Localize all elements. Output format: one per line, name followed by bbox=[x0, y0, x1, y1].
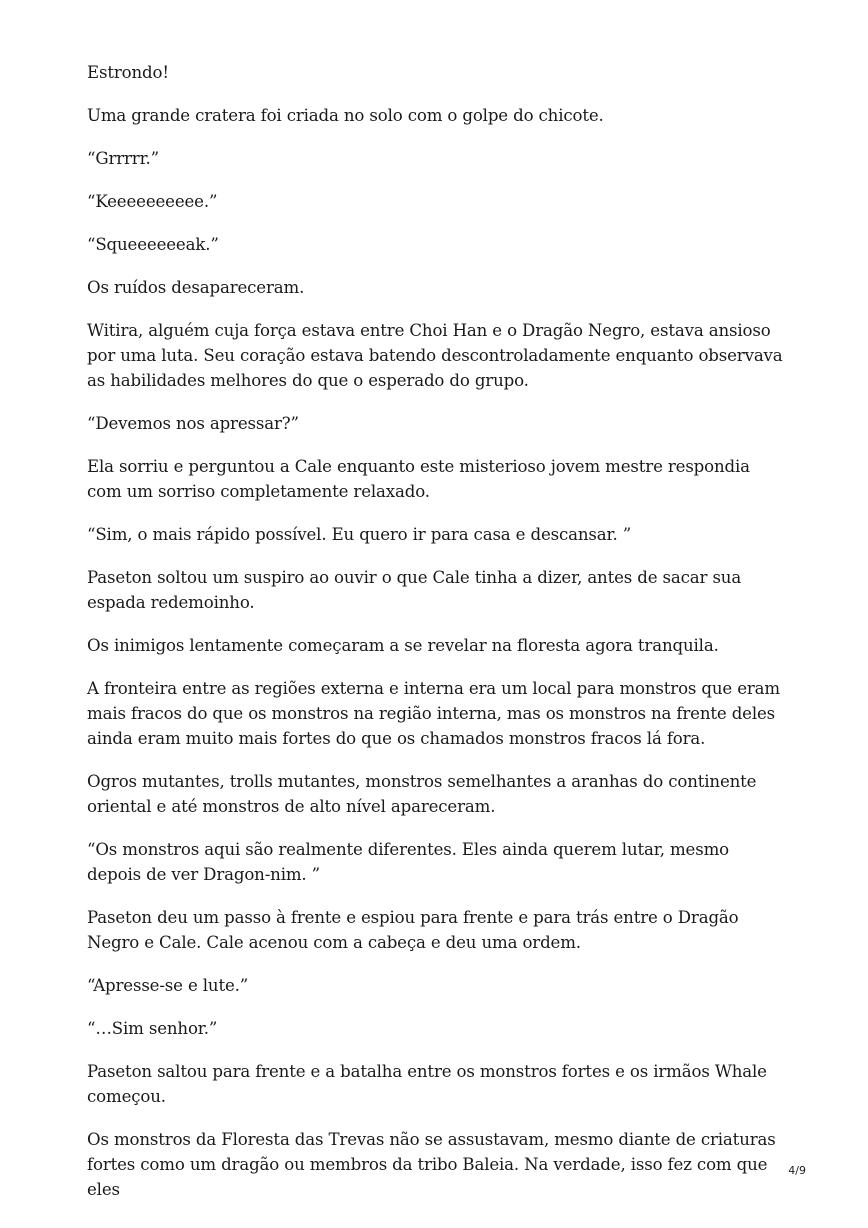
paragraph: Os ruídos desapareceram. bbox=[87, 278, 305, 297]
paragraph: Ela sorriu e perguntou a Cale enquanto este misterioso jovem mestre respondia com um sorriso completamente relaxado. bbox=[87, 457, 750, 501]
paragraph: Witira, alguém cuja força estava entre Choi Han e o Dragão Negro, estava ansioso por uma luta. Seu coração estava batendo descontroladamente enquanto observava as habilidades melhores do que o esperado do grupo. bbox=[87, 321, 783, 390]
paragraph: “Keeeeeeeeee.” bbox=[87, 192, 218, 211]
paragraph: Uma grande cratera foi criada no solo com o golpe do chicote. bbox=[87, 106, 604, 125]
paragraph: Os monstros da Floresta das Trevas não se assustavam, mesmo diante de criaturas fortes como um dragão ou membros da tribo Baleia. Na verdade, isso fez com que eles bbox=[87, 1130, 776, 1199]
paragraph: “…Sim senhor.” bbox=[87, 1019, 218, 1038]
paragraph: “Squeeeeeeak.” bbox=[87, 235, 219, 254]
paragraph: A fronteira entre as regiões externa e interna era um local para monstros que eram mais fracos do que os monstros na região interna, mas os monstros na frente deles ainda eram muito mais fortes do que os chamados monstros fracos lá fora. bbox=[87, 679, 780, 748]
paragraph: “Sim, o mais rápido possível. Eu quero ir para casa e descansar. ” bbox=[87, 525, 632, 544]
paragraph: “Os monstros aqui são realmente diferentes. Eles ainda querem lutar, mesmo depois de ver Dragon-nim. ” bbox=[87, 840, 729, 884]
paragraph: “Apresse-se e lute.” bbox=[87, 976, 249, 995]
paragraph: “Grrrrr.” bbox=[87, 149, 159, 168]
paragraph: Estrondo! bbox=[87, 63, 169, 82]
paragraph: Os inimigos lentamente começaram a se revelar na floresta agora tranquila. bbox=[87, 636, 719, 655]
paragraph: Paseton deu um passo à frente e espiou para frente e para trás entre o Dragão Negro e Cale. Cale acenou com a cabeça e deu uma ordem. bbox=[87, 908, 739, 952]
paragraph: Paseton saltou para frente e a batalha entre os monstros fortes e os irmãos Whale começou. bbox=[87, 1062, 767, 1106]
paragraph: Ogros mutantes, trolls mutantes, monstros semelhantes a aranhas do continente oriental e até monstros de alto nível apareceram. bbox=[87, 772, 757, 816]
document-body bbox=[87, 60, 787, 1220]
page-number: 4/9 bbox=[788, 1164, 806, 1177]
paragraph: Paseton soltou um suspiro ao ouvir o que Cale tinha a dizer, antes de sacar sua espada redemoinho. bbox=[87, 568, 742, 612]
paragraph: “Devemos nos apressar?” bbox=[87, 414, 299, 433]
